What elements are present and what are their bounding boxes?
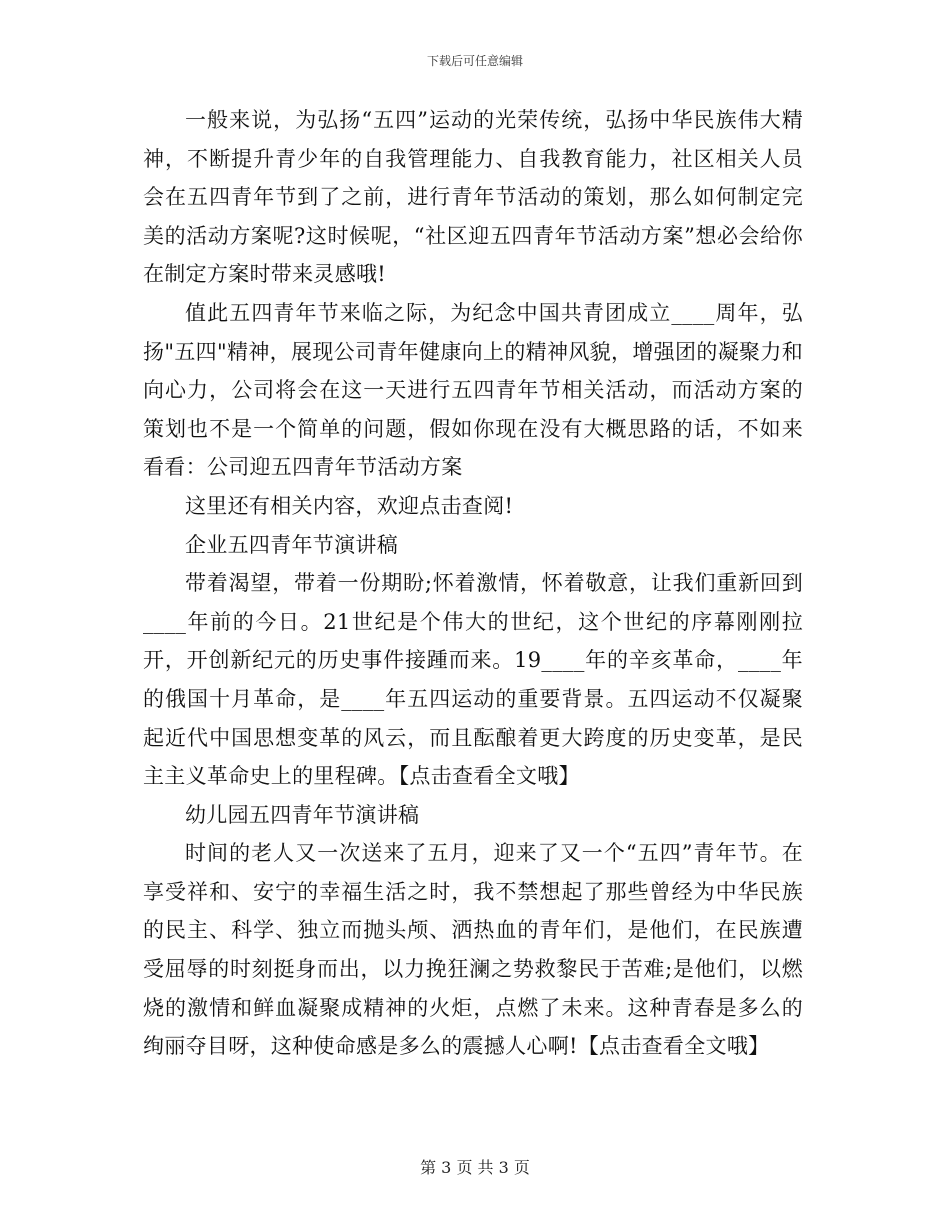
paragraph-company-plan: 值此五四青年节来临之际，为纪念中国共青团成立____周年，弘扬"五四"精神，展现公司青年健康向上的精神风貌，增强团的凝聚力和向心力，公司将会在这一天进行五四青年节相关活动，而活动方案的策划也不是一个简单的问题，假如你现在没有大概思路的话，不如来看看：公司迎五四青年节活动方案: [143, 300, 803, 480]
section-title-kindergarten-speech: 幼儿园五四青年节演讲稿: [185, 802, 420, 827]
paragraph-kindergarten-speech: 时间的老人又一次送来了五月，迎来了又一个“五四”青年节。在享受祥和、安宁的幸福生活之时，我不禁想起了那些曾经为中华民族的民主、科学、独立而抛头颅、洒热血的青年们，是他们，在民族遭受屈辱的时刻挺身而出，以力挽狂澜之势救黎民于苦难;是他们，以燃烧的激情和鲜血凝聚成精神的火炬，点燃了未来。这种青春是多么的绚丽夺目呀，这种使命感是多么的震撼人心啊!【点击查看全文哦】: [143, 841, 803, 1059]
related-content-note: 这里还有相关内容，欢迎点击查阅!: [185, 493, 514, 518]
section-title-enterprise-speech: 企业五四青年节演讲稿: [185, 532, 398, 557]
paragraph-enterprise-speech: 带着渴望，带着一份期盼;怀着激情，怀着敬意，让我们重新回到____年前的今日。21世纪是个伟大的世纪，这个世纪的序幕刚刚拉开，开创新纪元的历史事件接踵而来。19____年的辛亥革命，____年的俄国十月革命，是____年五四运动的重要背景。五四运动不仅凝聚起近代中国思想变革的风云，而且酝酿着更大跨度的历史变革，是民主主义革命史上的里程碑。【点击查看全文哦】: [143, 571, 803, 789]
paragraph-intro: 一般来说，为弘扬“五四”运动的光荣传统，弘扬中华民族伟大精神，不断提升青少年的自我管理能力、自我教育能力，社区相关人员会在五四青年节到了之前，进行青年节活动的策划，那么如何制定完美的活动方案呢?这时候呢，“社区迎五四青年节活动方案”想必会给你在制定方案时带来灵感哦!: [143, 108, 803, 287]
page-header: 下载后可任意编辑: [426, 54, 523, 68]
document-body: [143, 101, 803, 1066]
page-number: 第 3 页 共 3 页: [420, 1158, 530, 1177]
